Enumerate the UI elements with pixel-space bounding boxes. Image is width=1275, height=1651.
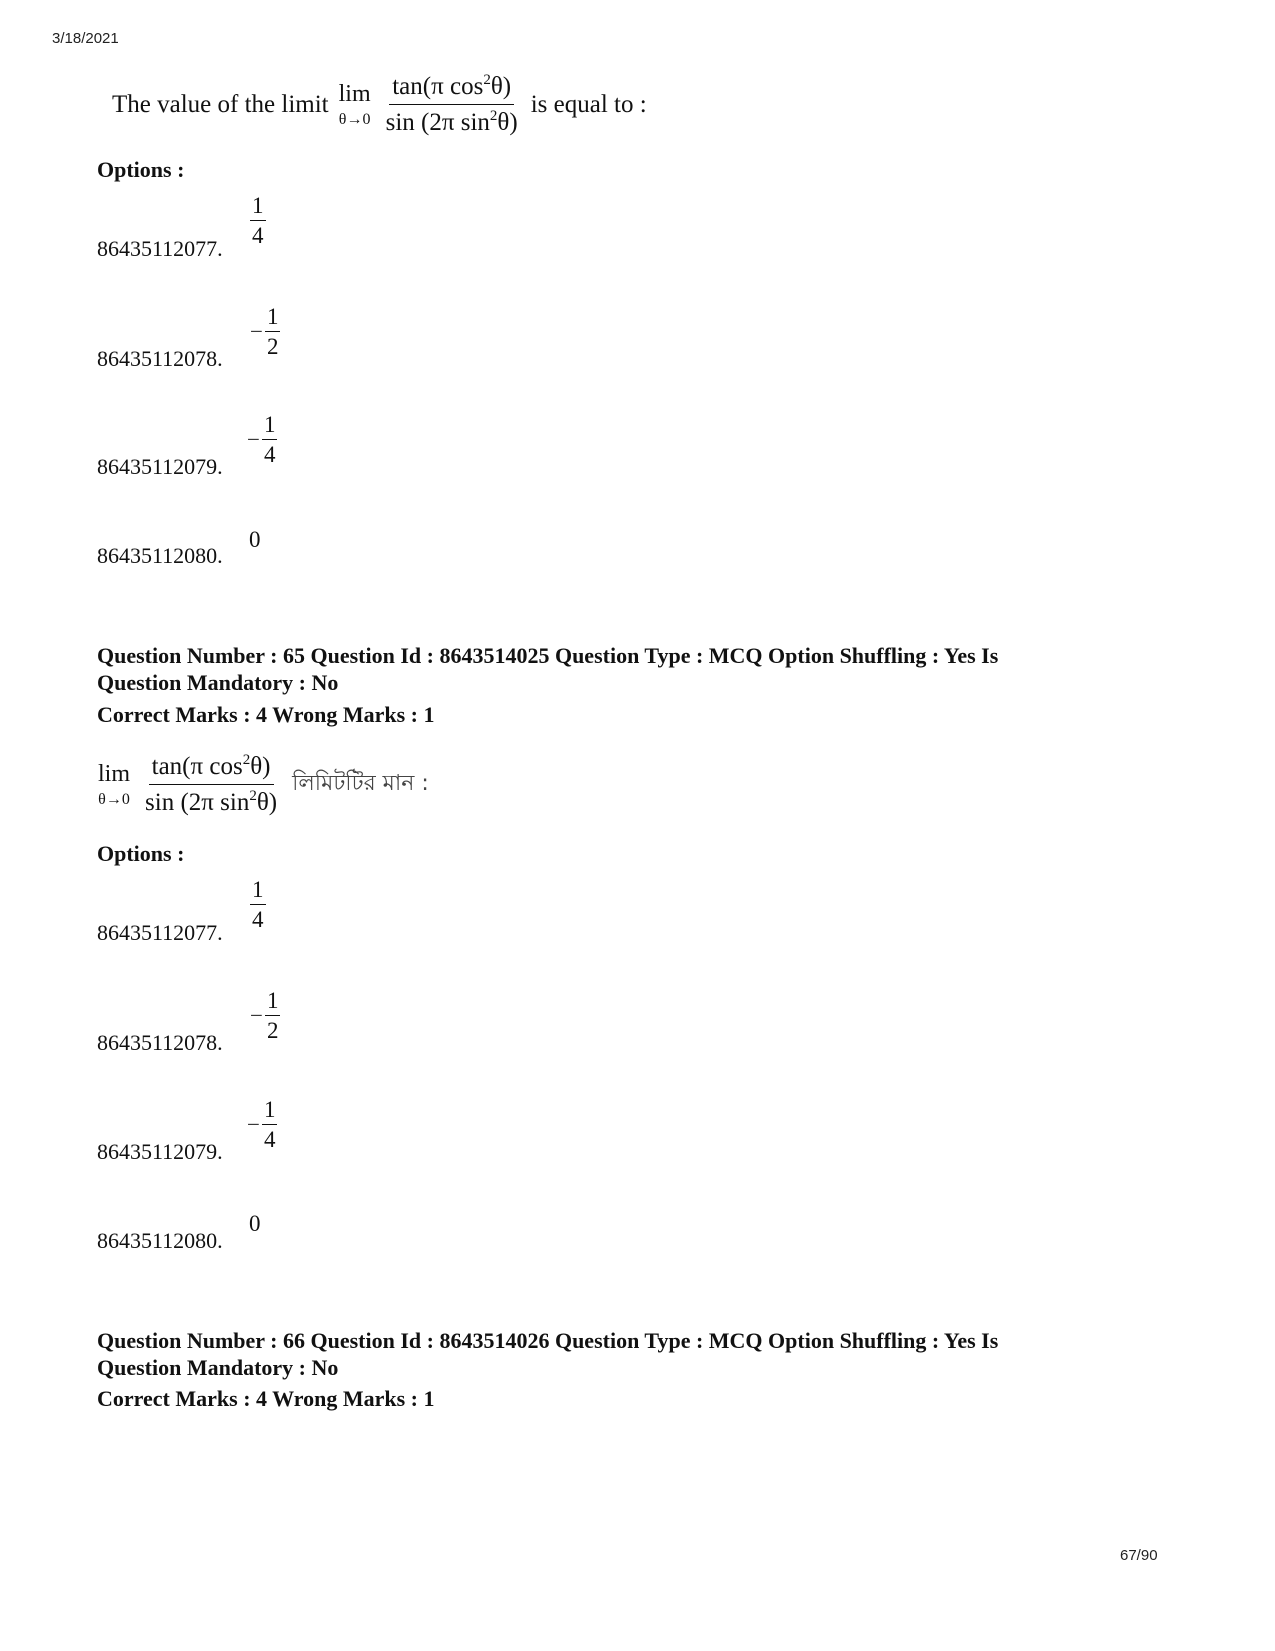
q65-options-label: Options : (97, 841, 185, 866)
q64-stem (112, 74, 647, 135)
q64-option-3-id: 86435112079. (97, 454, 223, 479)
page-number: 67/90 (1120, 1547, 1158, 1564)
q65-marks: Correct Marks : 4 Wrong Marks : 1 (97, 702, 435, 727)
q64-denominator: sin (2π $\sin^2\theta$) (385, 108, 518, 136)
q64-limit-fraction (383, 74, 521, 135)
q64-limit-operator: lim θ→0 (338, 80, 371, 128)
q65-numerator: tan(π $\cos^2\theta$) (149, 754, 274, 785)
q65-option-3-value: − $\frac{1}{4}$ (247, 1097, 276, 1152)
q65-meta (97, 642, 998, 696)
q64-stem-suffix: is equal to : (530, 90, 647, 118)
print-date: 3/18/2021 (52, 30, 119, 47)
q65-stem (98, 754, 429, 815)
q64-option-3-value: − $\frac{1}{4}$ (247, 412, 276, 467)
q65-limit-fraction (142, 754, 280, 815)
q65-meta-line-2: Question Mandatory : No (97, 670, 339, 695)
q65-option-4-id: 86435112080. (97, 1228, 223, 1253)
q65-limit-operator: lim θ→0 (98, 760, 131, 808)
q64-option-4-value: 0 (249, 527, 261, 552)
q64-stem-prefix: The value of the limit (112, 90, 329, 118)
q65-option-1-value: 1 4 (252, 877, 264, 932)
q66-meta-line-2: Question Mandatory : No (97, 1355, 339, 1380)
q65-meta-line-1: Question Number : 65 Question Id : 8643514025 Question Type : MCQ Option Shuffling : Yes Is (97, 643, 999, 668)
q66-marks: Correct Marks : 4 Wrong Marks : 1 (97, 1386, 435, 1411)
q64-numerator: tan(π $\cos^2\theta$) (389, 74, 514, 105)
q66-meta-line-1: Question Number : 66 Question Id : 8643514026 Question Type : MCQ Option Shuffling : Yes Is (97, 1328, 999, 1353)
q64-options-label: Options : (97, 157, 185, 182)
q65-option-1-id: 86435112077. (97, 920, 223, 945)
q64-option-2-value: − $\frac{1}{2}$ (250, 304, 279, 359)
q64-option-1-value: 1 4 (252, 193, 264, 248)
q65-denominator: sin (2π $\sin^2\theta$) (145, 788, 278, 816)
q65-option-2-id: 86435112078. (97, 1030, 223, 1055)
q65-stem-suffix: লিমিটটির মান : (292, 771, 429, 796)
q64-option-1-id: 86435112077. (97, 236, 223, 261)
q64-option-2-id: 86435112078. (97, 346, 223, 371)
q65-option-2-value: − $\frac{1}{2}$ (250, 988, 279, 1043)
q65-option-3-id: 86435112079. (97, 1139, 223, 1164)
q64-option-4-id: 86435112080. (97, 543, 223, 568)
q65-option-4-value: 0 (249, 1211, 261, 1236)
q66-meta (97, 1327, 998, 1381)
